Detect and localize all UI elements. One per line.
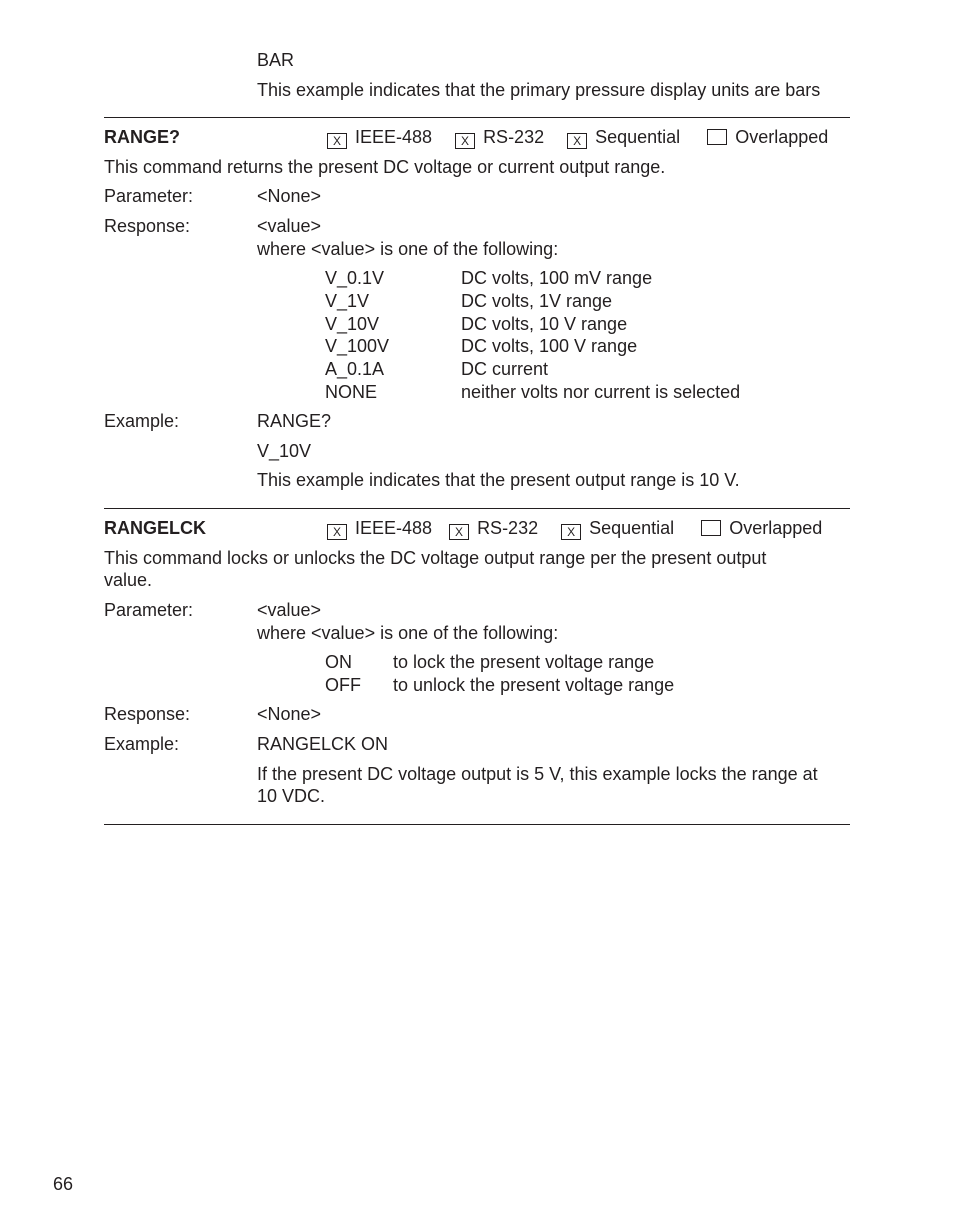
- rangelck-description-continued: value.: [104, 570, 153, 590]
- checkbox-overlapped: [701, 520, 721, 536]
- range-option-desc: neither volts nor current is selected: [461, 382, 741, 402]
- command-title-rangelck: RANGELCK: [104, 518, 206, 538]
- section-divider: [104, 508, 850, 509]
- range-option-desc: DC volts, 100 V range: [461, 336, 638, 356]
- rangelck-response-value: <None>: [257, 704, 322, 724]
- range-option-desc: DC current: [461, 359, 549, 379]
- flag-label: Sequential: [595, 127, 681, 147]
- range-option-code: V_10V: [325, 314, 380, 334]
- flag-sequential: [567, 126, 680, 149]
- range-option-desc: DC volts, 10 V range: [461, 314, 628, 334]
- flag-label: Overlapped: [735, 127, 829, 147]
- range-option-code: NONE: [325, 382, 378, 402]
- rangelck-example-note: If the present DC voltage output is 5 V, this example locks the range at: [257, 764, 818, 784]
- interface-flags-range: [327, 126, 828, 149]
- range-description: This command returns the present DC voltage or current output range.: [104, 157, 666, 177]
- rangelck-example-command: RANGELCK ON: [257, 734, 389, 754]
- checkbox-overlapped: [707, 129, 727, 145]
- flag-label: Overlapped: [729, 518, 823, 538]
- range-option-code: V_0.1V: [325, 268, 385, 288]
- rangelck-option-desc: to lock the present voltage range: [393, 652, 655, 672]
- command-title-range: RANGE?: [104, 127, 180, 147]
- checkbox-sequential: X: [561, 524, 581, 540]
- section-divider: [104, 824, 850, 825]
- rangelck-parameter-value: <value>: [257, 600, 322, 620]
- range-option-code: A_0.1A: [325, 359, 385, 379]
- flag-ieee488: [327, 517, 432, 540]
- section-divider: [104, 117, 850, 118]
- range-option-code: V_100V: [325, 336, 390, 356]
- rangelck-response-label: Response:: [104, 704, 191, 724]
- range-parameter-label: Parameter:: [104, 186, 194, 206]
- flag-label: IEEE-488: [355, 518, 433, 538]
- flag-sequential: [561, 517, 674, 540]
- range-example-note: This example indicates that the present output range is 10 V.: [257, 470, 740, 490]
- checkbox-rs232: X: [455, 133, 475, 149]
- range-response-where: where <value> is one of the following:: [257, 239, 559, 259]
- range-option-code: V_1V: [325, 291, 370, 311]
- rangelck-parameter-label: Parameter:: [104, 600, 194, 620]
- range-example-label: Example:: [104, 411, 180, 431]
- rangelck-option-code: OFF: [325, 675, 361, 695]
- flag-label: Sequential: [589, 518, 675, 538]
- range-example-response: V_10V: [257, 441, 312, 461]
- flag-rs232: [455, 126, 544, 149]
- flag-overlapped: [707, 126, 828, 148]
- intro-example-value: BAR: [257, 50, 295, 70]
- rangelck-example-note-continued: 10 VDC.: [257, 786, 326, 806]
- rangelck-description: This command locks or unlocks the DC voltage output range per the present output: [104, 548, 767, 568]
- range-parameter-value: <None>: [257, 186, 322, 206]
- rangelck-example-label: Example:: [104, 734, 180, 754]
- range-example-command: RANGE?: [257, 411, 332, 431]
- rangelck-option-code: ON: [325, 652, 352, 672]
- range-option-desc: DC volts, 100 mV range: [461, 268, 653, 288]
- checkbox-ieee488: X: [327, 524, 347, 540]
- checkbox-sequential: X: [567, 133, 587, 149]
- interface-flags-rangelck: [327, 517, 822, 540]
- page-number: 66: [53, 1174, 74, 1194]
- intro-example-note: This example indicates that the primary pressure display units are bars: [257, 80, 821, 100]
- range-response-value: <value>: [257, 216, 322, 236]
- checkbox-ieee488: X: [327, 133, 347, 149]
- flag-label: RS-232: [483, 127, 545, 147]
- flag-ieee488: [327, 126, 432, 149]
- flag-rs232: [449, 517, 538, 540]
- range-response-label: Response:: [104, 216, 191, 236]
- flag-label: IEEE-488: [355, 127, 433, 147]
- rangelck-option-desc: to unlock the present voltage range: [393, 675, 675, 695]
- checkbox-rs232: X: [449, 524, 469, 540]
- rangelck-parameter-where: where <value> is one of the following:: [257, 623, 559, 643]
- flag-label: RS-232: [477, 518, 539, 538]
- flag-overlapped: [701, 517, 822, 539]
- range-option-desc: DC volts, 1V range: [461, 291, 613, 311]
